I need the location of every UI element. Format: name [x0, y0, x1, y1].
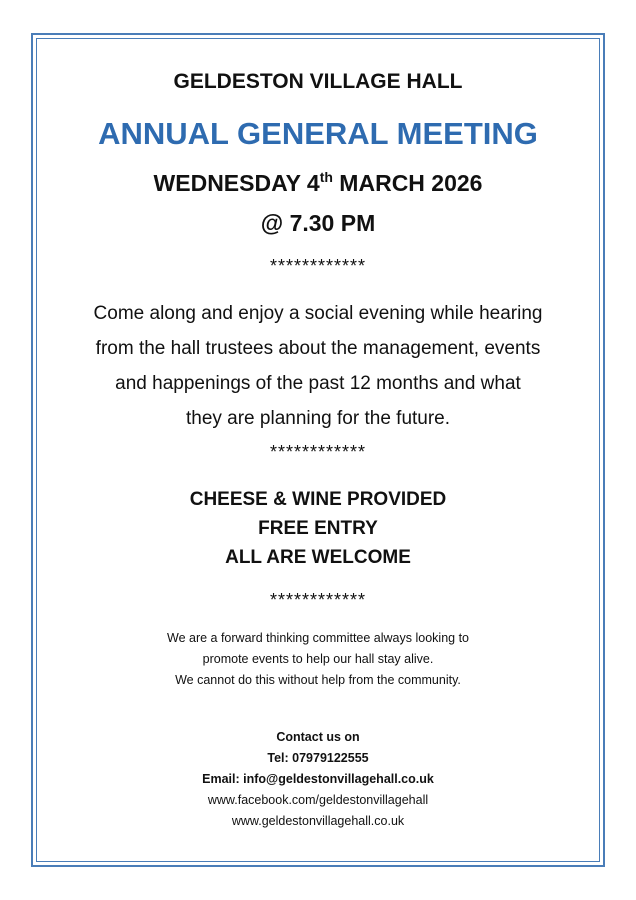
- contact-block: [40, 727, 596, 832]
- contact-heading: Contact us on: [276, 730, 360, 744]
- facebook-link[interactable]: www.facebook.com/geldestonvillagehall: [207, 793, 429, 807]
- highlight-all-welcome: ALL ARE WELCOME: [225, 547, 411, 568]
- meeting-time: @ 7.30 PM: [260, 210, 376, 236]
- meeting-date: [40, 170, 596, 197]
- committee-line: We cannot do this without help from the community.: [175, 673, 461, 687]
- highlights-block: [40, 485, 596, 572]
- meeting-title: ANNUAL GENERAL MEETING: [98, 116, 538, 151]
- contact-phone: Tel: 07979122555: [267, 751, 369, 765]
- date-prefix: WEDNESDAY 4: [153, 170, 320, 196]
- intro-line: from the hall trustees about the management, events: [95, 338, 541, 359]
- intro-line: they are planning for the future.: [185, 408, 451, 429]
- highlight-cheese-wine: CHEESE & WINE PROVIDED: [189, 489, 447, 510]
- highlight-free-entry: FREE ENTRY: [258, 518, 378, 539]
- committee-line: promote events to help our hall stay alive.: [202, 652, 434, 666]
- separator-stars: ************: [269, 442, 367, 462]
- hall-name: GELDESTON VILLAGE HALL: [173, 70, 463, 93]
- date-ordinal-suffix: th: [319, 169, 333, 185]
- intro-line: and happenings of the past 12 months and what: [115, 373, 521, 394]
- separator-stars: ************: [269, 590, 367, 610]
- intro-paragraph: [40, 296, 596, 436]
- committee-line: We are a forward thinking committee always looking to: [167, 631, 469, 645]
- date-rest: MARCH 2026: [332, 170, 483, 196]
- intro-line: Come along and enjoy a social evening while hearing: [93, 303, 543, 324]
- website-link[interactable]: www.geldestonvillagehall.co.uk: [231, 814, 405, 828]
- contact-email: Email: info@geldestonvillagehall.co.uk: [202, 772, 434, 786]
- committee-note: [40, 628, 596, 691]
- separator-stars: ************: [269, 256, 367, 276]
